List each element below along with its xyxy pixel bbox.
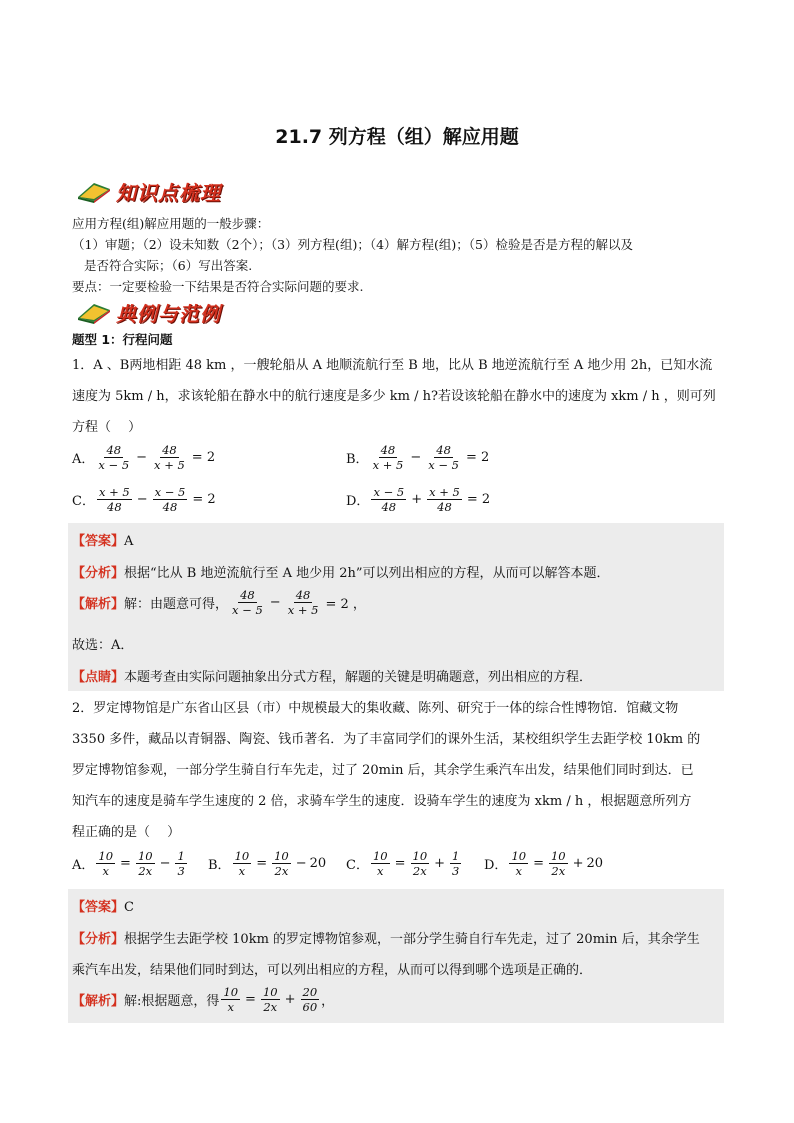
q1-option-c: C． $\frac{x + 5}{48}$ − $\frac{x - 5}{48}$ = 2 <box>72 485 216 514</box>
q2-text-3: 罗定博物馆参观，一部分学生骑自行车先走，过了 20min 后，其余学生乘汽车出发，结果他们同时到达．已 <box>72 763 694 778</box>
fraction: $\frac{10}{2x}$ <box>274 849 289 878</box>
fraction: $\frac{1}{3}$ <box>452 849 460 878</box>
fraction: $\frac{48}{x - 5}$ <box>428 443 459 472</box>
q1-comment: 【点睛】本题考查由实际问题抽象出分式方程，解题的关键是明确题意，列出相应的方程． <box>72 670 593 685</box>
q2-text-4: 知汽车的速度是骑车学生速度的 2 倍，求骑车学生的速度．设骑车学生的速度为 xkm / h ，根据题意所列方 <box>72 794 692 809</box>
fraction: $\frac{48}{x + 5}$ <box>287 588 319 617</box>
q1-solution: 【解析】 解：由题意可得， $\frac{48}{x - 5}$ − $\frac{48}{x + 5}$ = 2 ， <box>72 588 366 617</box>
fraction: $\frac{10}{2x}$ <box>412 849 428 878</box>
banner-text: 知识点梳理 <box>116 180 221 205</box>
fraction: $\frac{48}{x - 5}$ <box>232 588 263 617</box>
knowledge-intro: 应用方程(组)解应用题的一般步骤： <box>72 216 270 231</box>
knowledge-note: 要点：一定要检验一下结果是否符合实际问题的要求. <box>72 279 364 294</box>
section-banner-examples <box>76 298 221 326</box>
q2-option-b: B． $\frac{10}{x}$ = $\frac{10}{2x}$ − 20 <box>208 849 327 878</box>
knowledge-steps-1: （1）审题；（2）设未知数（2个）；（3）列方程(组)；（4）解方程(组)；（5）检验是否是方程的解以及 <box>72 237 633 252</box>
fraction: $\frac{10}{x}$ <box>98 849 114 878</box>
page-title: 21.7 列方程（组）解应用题 <box>275 126 519 148</box>
type-heading: 题型 1：行程问题 <box>72 332 173 347</box>
q1-option-b: B． $\frac{48}{x + 5}$ − $\frac{48}{x - 5}$ = 2 <box>346 443 490 472</box>
q1-text-3: 方程（ ） <box>72 420 142 435</box>
fraction: $\frac{10}{2x}$ <box>262 985 278 1014</box>
fraction: $\frac{48}{x + 5}$ <box>154 443 185 472</box>
q1-option-a: A． $\frac{48}{x - 5}$ − $\frac{48}{x + 5}$ = 2 <box>72 443 216 472</box>
q2-option-a: A． $\frac{10}{x}$ = $\frac{10}{2x}$ − $\frac{1}{3}$ <box>72 849 185 878</box>
q2-analysis-2: 乘汽车出发，结果他们同时到达，可以列出相应的方程，从而可以得到哪个选项是正确的． <box>72 963 593 978</box>
fraction: $\frac{x + 5}{48}$ <box>429 485 460 514</box>
q2-text-2: 3350 多件，藏品以青铜器、陶瓷、钱币著名．为了丰富同学们的课外生活，某校组织学生去距学校 10km 的 <box>72 732 701 747</box>
q2-solution: 【解析】 解:根据题意，得 $\frac{10}{x}$ = $\frac{10}{2x}$ + $\frac{20}{60}$ ， <box>72 985 335 1014</box>
fraction: $\frac{48}{x - 5}$ <box>98 443 130 472</box>
fraction: $\frac{x - 5}{48}$ <box>373 485 405 514</box>
fraction: $\frac{10}{x}$ <box>511 849 527 878</box>
fraction: $\frac{10}{x}$ <box>223 985 239 1014</box>
q1-answer: 【答案】A <box>72 534 134 549</box>
book-icon <box>76 300 112 324</box>
fraction: $\frac{10}{x}$ <box>372 849 388 878</box>
fraction: $\frac{1}{3}$ <box>177 849 185 878</box>
q1-text-2: 速度为 5km / h，求该轮船在静水中的航行速度是多少 km / h?若设该轮船在静水中的速度为 xkm / h ，则可列 <box>72 389 716 404</box>
section-banner-knowledge <box>76 177 221 205</box>
fraction: $\frac{48}{x + 5}$ <box>372 443 404 472</box>
q1-choice: 故选：A． <box>72 638 134 653</box>
q1-text-1: 1．A 、B两地相距 48 km ，一艘轮船从 A 地顺流航行至 B 地，比从 B 地逆流航行至 A 地少用 2h，已知水流 <box>72 358 713 373</box>
book-icon <box>76 179 112 203</box>
q2-option-d: D． $\frac{10}{x}$ = $\frac{10}{2x}$ + 20 <box>484 849 604 878</box>
q2-option-c: C． $\frac{10}{x}$ = $\frac{10}{2x}$ + $\frac{1}{3}$ <box>346 849 460 878</box>
q1-option-d: D． $\frac{x - 5}{48}$ + $\frac{x + 5}{48}$ = 2 <box>346 485 491 514</box>
q2-answer: 【答案】C <box>72 900 134 915</box>
fraction: $\frac{10}{x}$ <box>234 849 250 878</box>
q1-analysis: 【分析】根据“比从 B 地逆流航行至 A 地少用 2h”可以列出相应的方程，从而可以解答本题． <box>72 566 610 581</box>
q2-text-5: 程正确的是（ ） <box>72 825 181 840</box>
knowledge-steps-2: 是否符合实际；（6）写出答案. <box>84 258 253 273</box>
q2-text-1: 2．罗定博物馆是广东省山区县（市）中规模最大的集收藏、陈列、研究于一体的综合性博物馆．馆藏文物 <box>72 701 679 716</box>
fraction: $\frac{20}{60}$ <box>302 985 318 1014</box>
fraction: $\frac{10}{2x}$ <box>137 849 153 878</box>
fraction: $\frac{x - 5}{48}$ <box>154 485 186 514</box>
q2-analysis-1: 【分析】根据学生去距学校 10km 的罗定博物馆参观，一部分学生骑自行车先走，过了 20min 后，其余学生 <box>72 932 700 947</box>
fraction: $\frac{x + 5}{48}$ <box>98 485 130 514</box>
fraction: $\frac{10}{2x}$ <box>550 849 566 878</box>
banner-text: 典例与范例 <box>116 301 221 326</box>
